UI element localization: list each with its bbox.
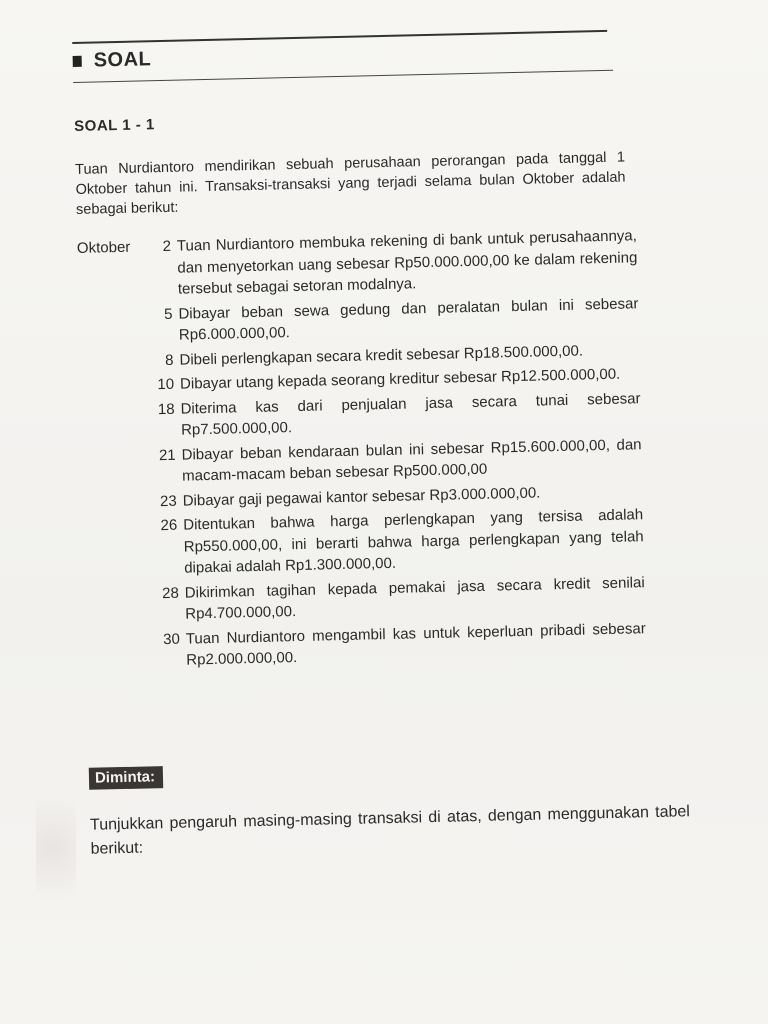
transaction-item (83, 504, 644, 581)
transaction-month (80, 399, 147, 443)
diminta-text: Tunjukkan pengaruh masing-masing transaksi di atas, dengan menggunakan tabel berikut: (89, 803, 691, 858)
transaction-day: 28 (161, 584, 179, 602)
document-content (72, 16, 691, 858)
transaction-month (79, 350, 145, 373)
transaction-text: Ditentukan bahwa harga perlengkapan yang tersisa adalah Rp550.000,00, ini berarti bahwa harga perlengkapan yang telah dipakai adalah Rp1.300.000,00. (183, 506, 644, 577)
transaction-day: 18 (157, 400, 175, 418)
transaction-month (83, 515, 150, 581)
transaction-text: Diterima kas dari penjualan jasa secara tunai sebesar Rp7.500.000,00. (180, 389, 641, 439)
transaction-list (77, 225, 647, 676)
transaction-text: Dibayar beban sewa gedung dan peralatan bulan ini sebesar Rp6.000.000,00. (178, 294, 639, 344)
transaction-day: 30 (162, 630, 181, 648)
transaction-day: 21 (158, 446, 176, 464)
transaction-day: 5 (163, 305, 173, 323)
transaction-day: 23 (159, 492, 177, 510)
transaction-month (81, 445, 148, 489)
transaction-text: Tuan Nurdiantoro mengambil kas untuk keperluan pribadi sebesar Rp2.000.000,00. (185, 619, 646, 669)
transaction-text: Dibeli perlengkapan secara kredit sebesar Rp18.500.000,00. (179, 341, 584, 369)
transaction-text: Dibayar utang kepada seorang kreditur sebesar Rp12.500.000,00. (179, 365, 621, 393)
transaction-text: Dikirimkan tagihan kepada pemakai jasa secara kredit senilai Rp4.700.000,00. (184, 573, 645, 623)
diminta-label: Diminta: (89, 766, 163, 790)
transaction-day: 26 (160, 516, 178, 535)
transaction-day: 10 (157, 375, 175, 394)
transaction-text: Dibayar gaji pegawai kantor sebesar Rp3.000.000,00. (182, 483, 541, 510)
transaction-month (82, 491, 148, 514)
transaction-month (78, 304, 145, 348)
header-rule-top (72, 30, 607, 44)
transaction-day: 2 (162, 237, 172, 255)
transaction-day: 8 (164, 351, 174, 369)
transaction-item (77, 225, 638, 302)
print-smudge (36, 800, 76, 920)
section-title: SOAL (93, 48, 152, 72)
exercise-intro: Tuan Nurdiantoro mendirikan sebuah perusahaan perorangan pada tanggal 1 Oktober tahun ini. Transaksi-transaksi yang terjadi selama bulan Oktober adalah sebagai berikut: (74, 149, 626, 218)
transaction-month (80, 374, 146, 397)
transaction-month: Oktober (76, 238, 131, 257)
transaction-item (86, 618, 647, 674)
transaction-text: Tuan Nurdiantoro membuka rekening di bank untuk perusahaannya, dan menyetorkan uang sebesar Rp50.000.000,00 ke dalam rekening tersebut sebagai setoran modalnya. (176, 227, 638, 298)
header-rule-bottom (73, 70, 613, 83)
square-bullet-icon (73, 56, 82, 67)
transaction-text: Dibayar beban kendaraan bulan ini sebesar Rp15.600.000,00, dan macam-macam beban sebesar Rp500.000,00 (181, 435, 642, 485)
exercise-title: SOAL 1 - 1 (73, 116, 155, 135)
transaction-month (85, 583, 152, 627)
transaction-month (86, 629, 153, 673)
section-header (72, 48, 151, 73)
